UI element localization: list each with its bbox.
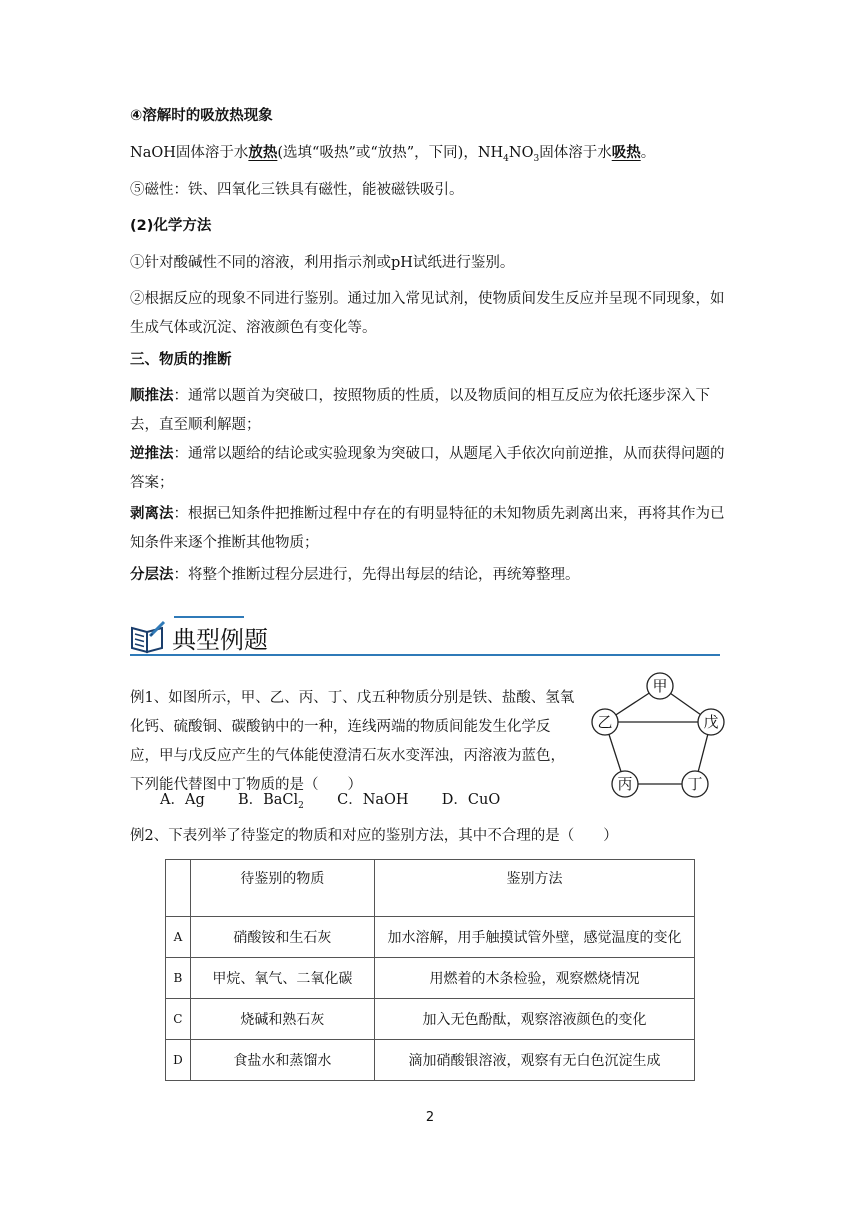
section-header bbox=[130, 612, 720, 658]
row-label: D bbox=[166, 1040, 191, 1081]
method-term: 逆推法 bbox=[130, 446, 174, 462]
node-bing-label: 丙 bbox=[617, 775, 633, 793]
dissolve-heading: ④溶解时的吸放热现象 bbox=[130, 108, 273, 124]
table-cell: 硝酸铵和生石灰 bbox=[190, 917, 374, 958]
method-layered bbox=[130, 561, 730, 590]
option-b: B．BaCl$_2$ bbox=[237, 792, 304, 811]
example-1-text: 例1、如图所示，甲、乙、丙、丁、戊五种物质分别是铁、盐酸、氢氧化钙、硫酸铜、碳酸钠中的一种，连线两端的物质间能发生化学反应，甲与戊反应产生的气体能使澄清石灰水变浑浊，丙溶液为蓝色，下列能代替图中丁物质的是（ ） bbox=[130, 690, 575, 793]
table-cell: 食盐水和蒸馏水 bbox=[190, 1040, 374, 1081]
dissolve-text-a: NaOH固体溶于水 bbox=[130, 145, 249, 161]
node-ding-label: 丁 bbox=[687, 775, 703, 793]
table-header-row bbox=[166, 860, 695, 917]
dissolve-line bbox=[130, 143, 655, 169]
chem-method-heading: (2)化学方法 bbox=[130, 218, 212, 234]
table-cell: 烧碱和熟石灰 bbox=[190, 999, 374, 1040]
node-wu-label: 戊 bbox=[703, 713, 719, 731]
table-row bbox=[166, 958, 695, 999]
example-1-options bbox=[160, 790, 500, 816]
book-pen-icon bbox=[130, 620, 166, 654]
header-cell: 鉴别方法 bbox=[375, 860, 695, 917]
option-a: A．Ag bbox=[160, 792, 205, 808]
row-label: C bbox=[166, 999, 191, 1040]
method-forward bbox=[130, 382, 730, 440]
sub-4: 4 bbox=[503, 153, 509, 164]
pentagon-diagram bbox=[588, 670, 728, 802]
dissolve-text-c: (选填“吸热”或“放热”，下同)，NH bbox=[277, 145, 504, 161]
table-cell: 滴加硝酸银溶液，观察有无白色沉淀生成 bbox=[375, 1040, 695, 1081]
method-term: 剥离法 bbox=[130, 506, 174, 522]
section-title: 典型例题 bbox=[172, 626, 268, 654]
option-c: C．NaOH bbox=[337, 792, 409, 808]
method-backward bbox=[130, 440, 730, 498]
table-row bbox=[166, 1040, 695, 1081]
method-text: ：通常以题给的结论或实验现象为突破口，从题尾入手依次向前逆推，从而获得问题的答案； bbox=[130, 446, 725, 491]
table-cell: 加入无色酚酞，观察溶液颜色的变化 bbox=[375, 999, 695, 1040]
table-cell: 用燃着的木条检验，观察燃烧情况 bbox=[375, 958, 695, 999]
option-d: D．CuO bbox=[441, 792, 501, 808]
sub-3: 3 bbox=[533, 153, 540, 164]
example-2-text: 例2、下表列举了待鉴定的物质和对应的鉴别方法，其中不合理的是（ ） bbox=[130, 828, 618, 844]
method-text: ：通常以题首为突破口，按照物质的性质，以及物质间的相互反应为依托逐步深入下去，直至顺利解题； bbox=[130, 388, 710, 433]
page-number: 2 bbox=[425, 1110, 435, 1125]
method-strip bbox=[130, 500, 730, 558]
chem-method-1: ①针对酸碱性不同的溶液，利用指示剂或pH试纸进行鉴别。 bbox=[130, 255, 515, 271]
row-label: A bbox=[166, 917, 191, 958]
header-rule bbox=[130, 654, 720, 656]
magnetism-line: ⑤磁性：铁、四氧化三铁具有磁性，能被磁铁吸引。 bbox=[130, 182, 464, 198]
row-label: B bbox=[166, 958, 191, 999]
header-cell: 待鉴别的物质 bbox=[190, 860, 374, 917]
method-term: 分层法 bbox=[130, 567, 174, 583]
dissolve-text-d: NO bbox=[508, 145, 534, 161]
node-jia-label: 甲 bbox=[652, 677, 668, 695]
table-row bbox=[166, 999, 695, 1040]
chem-method-2: ②根据反应的现象不同进行鉴别。通过加入常见试剂，使物质间发生反应并呈现不同现象，如生成气体或沉淀、溶液颜色有变化等。 bbox=[130, 291, 725, 336]
table-cell: 甲烷、氧气、二氧化碳 bbox=[190, 958, 374, 999]
dissolve-text-g: 。 bbox=[640, 145, 656, 161]
dissolve-text-e: 固体溶于水 bbox=[539, 145, 612, 161]
answer-endothermic: 吸热 bbox=[611, 145, 641, 161]
table-cell: 加水溶解，用手触摸试管外壁，感觉温度的变化 bbox=[375, 917, 695, 958]
identification-table bbox=[165, 859, 695, 1081]
section-3-heading: 三、物质的推断 bbox=[130, 352, 232, 368]
method-text: ：根据已知条件把推断过程中存在的有明显特征的未知物质先剥离出来，再将其作为已知条件来逐个推断其他物质； bbox=[130, 506, 725, 551]
answer-exothermic: 放热 bbox=[248, 145, 278, 161]
header-accent-line bbox=[174, 616, 244, 618]
header-cell bbox=[166, 860, 191, 917]
method-term: 顺推法 bbox=[130, 388, 174, 404]
table-row bbox=[166, 917, 695, 958]
method-text: ：将整个推断过程分层进行，先得出每层的结论，再统筹整理。 bbox=[173, 567, 580, 583]
node-yi-label: 乙 bbox=[597, 713, 613, 731]
